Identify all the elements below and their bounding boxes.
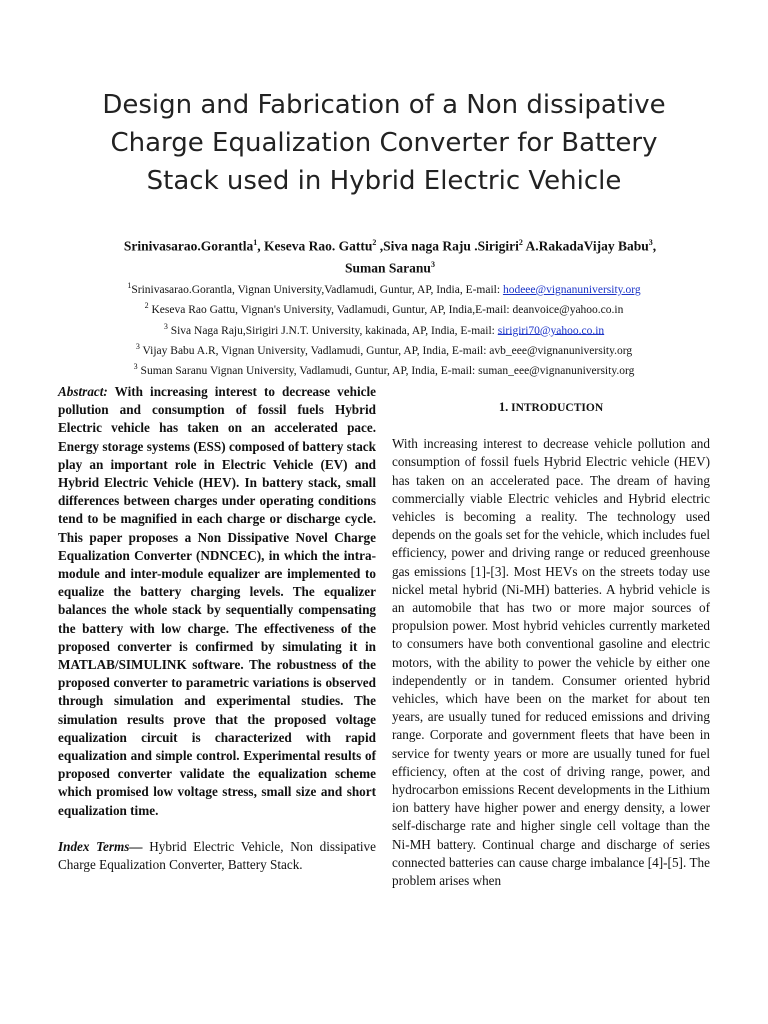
affiliations bbox=[60, 278, 708, 380]
affiliation-4-email: avb_eee@vignanuniversity.org bbox=[489, 344, 633, 357]
section-heading-introduction bbox=[392, 398, 710, 417]
affiliation-2 bbox=[60, 298, 708, 318]
author-2-sup: 2 bbox=[372, 238, 377, 247]
section-title: INTRODUCTION bbox=[508, 402, 604, 414]
affiliation-2-text: Keseva Rao Gattu, Vignan's University, Vadlamudi, Guntur, AP, India,E-mail: bbox=[148, 304, 513, 317]
affiliation-3-email-link[interactable]: sirigiri70@yahoo.co.in bbox=[497, 324, 605, 337]
abstract-label: Abstract: bbox=[58, 384, 108, 399]
affiliation-4-text: Vijay Babu A.R, Vignan University, Vadlamudi, Guntur, AP, India, E-mail: bbox=[139, 344, 490, 357]
introduction-body: With increasing interest to decrease vehicle pollution and consumption of fossil fuels Hybrid Electric vehicle (HEV) has taken on an accelerated pace. The dream of having commercially viable Electric vehicles and Hybrid electric vehicles is becoming a reality. The technology used depends on the goals set for the vehicle, which includes fuel efficiency, power and driving range or reduced greenhouse gas emissions [1]-[3]. Most HEVs on the streets today use nickel metal hybrid (Ni-MH) batteries. A hybrid vehicle is an automobile that has two or more major sources of propulsion power. Most hybrid vehicles currently marketed to consumers have both conventional gasoline and electric motors, with the ability to power the vehicle by either one independently or in tandem. Consumer oriented hybrid vehicles, which have been on the market for about ten years, are usually tuned for reduced emissions and driving range. Corporate and government fleets that have been in service for twenty years or more are usually tuned for fuel efficiency, often at the cost of driving range, power, and hydrocarbon emissions Recent developments in the Lithium ion battery have higher power and energy density, a lower self-discharge rate and higher single cell voltage than the Ni-MH battery. Continual charge and discharge of series connected batteries can cause charge imbalance [4]-[5]. The problem arises when bbox=[392, 436, 710, 889]
author-2: , Keseva Rao. Gattu bbox=[257, 238, 373, 254]
affiliation-4-sup: 3 bbox=[135, 341, 140, 351]
abstract bbox=[58, 383, 376, 820]
author-1: Srinivasarao.Gorantla bbox=[123, 238, 254, 254]
title-line-1: Design and Fabrication of a Non dissipative bbox=[102, 90, 666, 120]
author-3: ,Siva naga Raju .Sirigiri bbox=[376, 238, 519, 254]
title-line-2: Charge Equalization Converter for Battery bbox=[110, 128, 658, 158]
author-4: A.RakadaVijay Babu bbox=[522, 238, 649, 254]
affiliation-5 bbox=[60, 359, 708, 379]
affiliation-1-sup: 1 bbox=[127, 281, 132, 290]
affiliation-3-sup: 3 bbox=[163, 321, 168, 331]
affiliation-3 bbox=[60, 319, 708, 339]
index-terms-label: Index Terms— bbox=[58, 838, 143, 854]
author-4-sup: 3 bbox=[648, 238, 653, 247]
affiliation-5-text: Suman Saranu Vignan University, Vadlamudi, Guntur, AP, India, E-mail: bbox=[137, 365, 479, 378]
affiliation-3-text: Siva Naga Raju,Sirigiri J.N.T. University, kakinada, AP, India, E-mail: bbox=[167, 324, 498, 337]
affiliation-1-email-link[interactable]: hodeee@vignanuniversity.org bbox=[502, 283, 641, 296]
paper-title bbox=[0, 86, 768, 200]
title-line-3: Stack used in Hybrid Electric Vehicle bbox=[146, 166, 622, 196]
author-1-sup: 1 bbox=[253, 238, 258, 247]
affiliation-1-text: Srinivasarao.Gorantla, Vignan University,Vadlamudi, Guntur, AP, India, E-mail: bbox=[131, 283, 503, 296]
affiliation-1 bbox=[60, 278, 708, 298]
author-3-sup: 2 bbox=[518, 238, 523, 247]
author-5-sup: 3 bbox=[430, 259, 435, 269]
affiliation-5-email: suman_eee@vignanuniversity.org bbox=[478, 365, 635, 378]
index-terms-text: Hybrid Electric Vehicle, Non dissipative Charge Equalization Converter, Battery Stack. bbox=[58, 838, 377, 873]
left-column bbox=[58, 383, 376, 874]
right-column bbox=[392, 398, 710, 890]
affiliation-4 bbox=[60, 339, 708, 359]
affiliation-2-sup: 2 bbox=[144, 301, 149, 311]
section-number: 1. bbox=[498, 400, 509, 414]
author-list bbox=[110, 234, 670, 277]
abstract-text: With increasing interest to decrease vehicle pollution and consumption of fossil fuels Hybrid Electric vehicle has taken on an accelerated pace. Energy storage systems (ESS) composed of battery stack play an important role in Electric Vehicle (EV) and Hybrid Electric Vehicle (HEV). In battery stack, small differences between charges under operating conditions tend to be magnified in each charge or discharge cycle. This paper proposes a Non Dissipative Novel Charge Equalization Converter (NDNCEC), in which the intra-module and inter-module equalizer are implemented to equalize the battery charging levels. The equalizer balances the whole stack by sequentially compensating the battery with low charge. The effectiveness of the proposed converter is confirmed by simulating it in MATLAB/SIMULINK software. The robustness of the proposed converter to parametric variations is observed through simulation and experimental studies. The simulation results prove that the proposed voltage equalization circuit is characterized with rapid equalization and simple control. Experimental results of proposed converter validate the equalization scheme which promised low voltage stress, small size and short equalization time. bbox=[58, 384, 376, 818]
affiliation-2-email: deanvoice@yahoo.co.in bbox=[512, 304, 624, 317]
affiliation-5-sup: 3 bbox=[133, 362, 138, 372]
index-terms bbox=[58, 838, 376, 874]
author-5: , Suman Saranu bbox=[345, 238, 657, 275]
